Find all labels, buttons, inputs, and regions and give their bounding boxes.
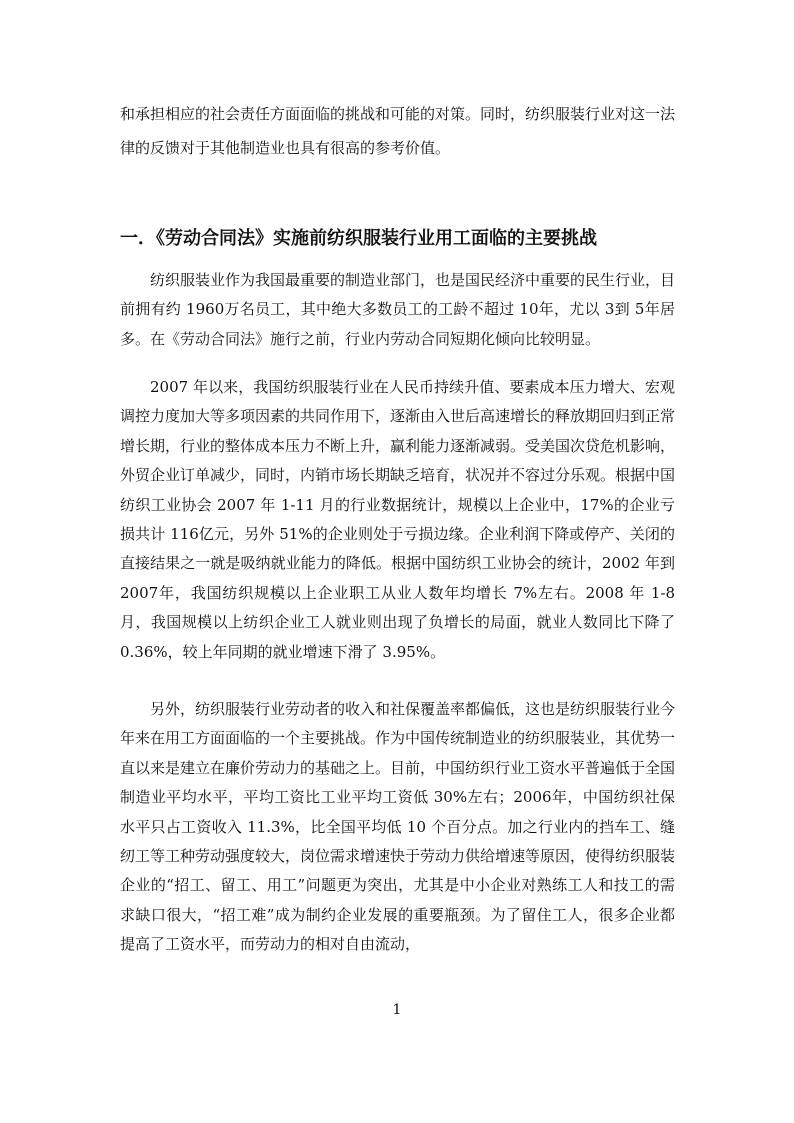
section-heading: 一．《劳动合同法》实施前纺织服装行业用工面临的主要挑战 <box>120 228 597 249</box>
body-paragraph: 2007 年以来，我国纺织服装行业在人民币持续升值、要素成本压力增大、宏观调控力度加大等多项因素的共同作用下，逐渐由入世后高速增长的释放期回归到正常增长期，行业的整体成本压力不断上升，赢利能力逐渐减弱。受美国次贷危机影响，外贸企业订单减少，同时，内销市场长期缺乏培育，状况并不容过分乐观。根据中国纺织工业协会 2007 年 1-11 月的行业数据统计，规模以上企业中，17%的企业亏损共计 116亿元，另外 51%的企业则处于亏损边缘。企业利润下降或停产、关闭的直接结果之一就是吸纳就业能力的降低。根据中国纺织工业协会的统计，2002 年到 2007年，我国纺织规模以上企业职工从业人数年均增长 7%左右。2008 年 1-8 月，我国规模以上纺织企业工人就业则出现了负增长的局面，就业人数同比下降了 0.36%，较上年同期的就业增速下滑了 3.95%。 <box>120 378 676 661</box>
page-number: 1 <box>392 1002 402 1018</box>
intro-paragraph: 和承担相应的社会责任方面面临的挑战和可能的对策。同时，纺织服装行业对这一法律的反馈对于其他制造业也具有很高的参考价值。 <box>120 105 676 157</box>
body-paragraph: 纺织服装业作为我国最重要的制造业部门，也是国民经济中重要的民生行业，目前拥有约 1960万名员工，其中绝大多数员工的工龄不超过 10年，尤以 3到 5年居多。在《劳动合同法》施行之前，行业内劳动合同短期化倾向比较明显。 <box>120 271 676 348</box>
body-paragraph: 另外，纺织服装行业劳动者的收入和社保覆盖率都偏低，这也是纺织服装行业今年来在用工方面面临的一个主要挑战。作为中国传统制造业的纺织服装业，其优势一直以来是建立在廉价劳动力的基础之上。目前，中国纺织行业工资水平普遍低于全国制造业平均水平，平均工资比工业平均工资低 30%左右；2006年，中国纺织社保水平只占工资收入 11.3%，比全国平均低 10 个百分点。加之行业内的挡车工、缝纫工等工种劳动强度较大，岗位需求增速快于劳动力供给增速等原因，使得纺织服装企业的“招工、留工、用工”问题更为突出，尤其是中小企业对熟练工人和技工的需求缺口很大，“招工难”成为制约企业发展的重要瓶颈。为了留住工人，很多企业都提高了工资水平，而劳动力的相对自由流动， <box>120 700 676 954</box>
